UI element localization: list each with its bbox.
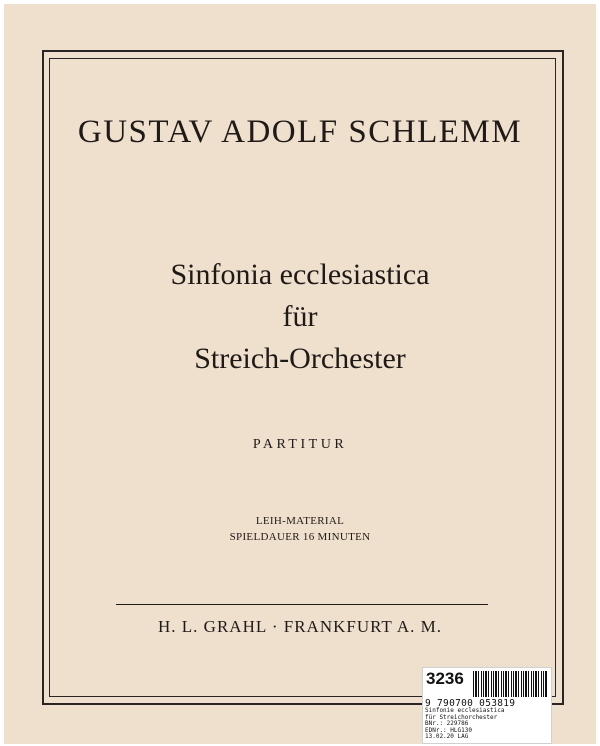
duration-note: SPIELDAUER 16 MINUTEN bbox=[229, 531, 371, 543]
sticker-title-line: Sinfonie ecclesiastica bbox=[425, 707, 505, 714]
score-type-label: PARTITUR bbox=[252, 437, 348, 452]
sticker-subtitle-line: für Streichorchester bbox=[425, 713, 498, 721]
sticker-number: 3236 bbox=[426, 669, 464, 688]
rental-material-note: LEIH-MATERIAL bbox=[255, 515, 345, 527]
publisher-line: H. L. GRAHL · FRANKFURT A. M. bbox=[158, 617, 442, 636]
work-title-line-2: für bbox=[282, 300, 318, 333]
sticker-bnr-line: BNr.: 229786 bbox=[425, 720, 469, 728]
composer-name: GUSTAV ADOLF SCHLEMM bbox=[77, 114, 523, 150]
sticker-ednr-line: EDNr.: HLG130 bbox=[425, 726, 472, 734]
inner-border-frame bbox=[49, 58, 556, 697]
work-title-line-1: Sinfonia ecclesiastica bbox=[170, 258, 430, 291]
sticker-date-line: 13.02.20 LAG bbox=[425, 733, 469, 741]
work-title-line-3: Streich-Orchester bbox=[194, 342, 406, 375]
ean-code: 9 790700 053819 bbox=[425, 698, 516, 709]
inventory-barcode-sticker bbox=[422, 667, 552, 744]
barcode-icon bbox=[473, 671, 547, 697]
publisher-divider bbox=[116, 604, 488, 605]
